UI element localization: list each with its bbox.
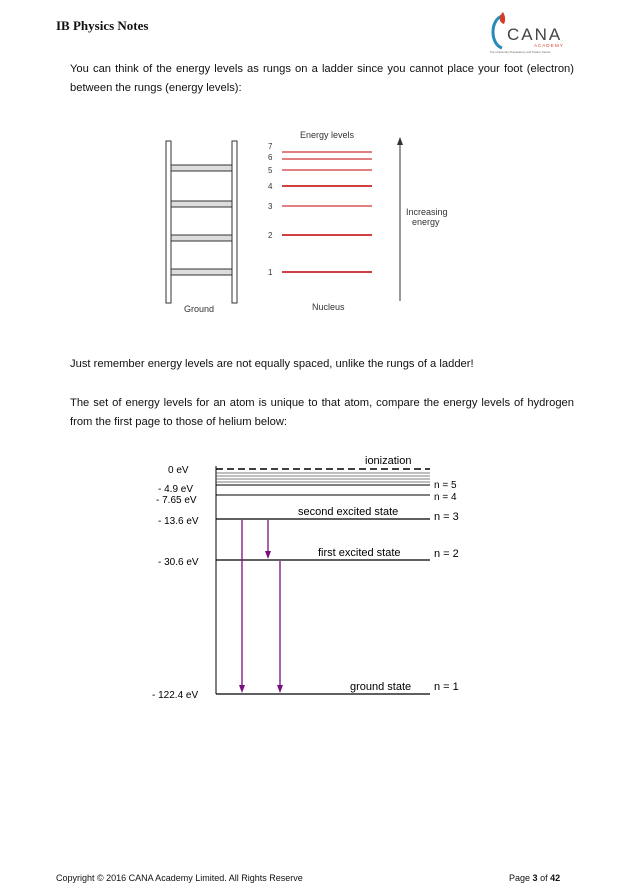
ladder-rung	[171, 269, 232, 275]
n2-label: n = 2	[434, 548, 459, 560]
energy-n5: - 4.9 eV	[158, 484, 194, 495]
arrow-head-icon	[265, 551, 271, 559]
ladder-rung	[171, 165, 232, 171]
logo-sub: A C A D E M Y	[534, 43, 563, 48]
energy-levels-title: Energy levels	[300, 130, 355, 140]
ladder-rung	[171, 201, 232, 207]
arrow-head-icon	[239, 685, 245, 693]
level-4	[268, 182, 372, 191]
first-excited-label: first excited state	[318, 547, 401, 559]
level-number: 6	[268, 153, 273, 162]
n3-label: n = 3	[434, 511, 459, 523]
energy-n3: - 13.6 eV	[158, 516, 199, 527]
intro-paragraph: You can think of the energy levels as rungs on a ladder since you cannot place your foot (electron) between the rungs (energy levels):	[70, 63, 574, 94]
ground-state-label: ground state	[350, 681, 412, 693]
level-number: 3	[268, 202, 273, 211]
ladder-left-rail	[166, 141, 171, 303]
level-number: 4	[268, 182, 273, 191]
level-5	[268, 166, 372, 175]
level-number: 2	[268, 231, 273, 240]
ionization-label: ionization	[365, 455, 412, 467]
ladder-right-rail	[232, 141, 237, 303]
energy-n1: - 122.4 eV	[152, 690, 199, 701]
cana-logo-graphic	[486, 10, 586, 56]
level-6	[268, 153, 372, 162]
increasing-label: Increasing	[406, 207, 448, 217]
total-pages: 42	[550, 873, 561, 883]
energy-0: 0 eV	[168, 465, 189, 476]
remember-paragraph: Just remember energy levels are not equally spaced, unlike the rungs of a ladder!	[70, 358, 474, 370]
cana-logo	[486, 10, 586, 56]
ladder-figure	[150, 125, 470, 325]
n4-label: n = 4	[434, 492, 457, 503]
n5-label: n = 5	[434, 480, 457, 491]
level-7	[268, 142, 372, 152]
level-number: 1	[268, 268, 273, 277]
compare-paragraph: The set of energy levels for an atom is unique to that atom, compare the energy levels of hydrogen from the first page to those of helium below:	[70, 397, 574, 428]
second-excited-label: second excited state	[298, 506, 399, 518]
helium-energy-diagram	[140, 448, 490, 710]
n1-label: n = 1	[434, 681, 459, 693]
arrow-head-icon	[397, 137, 403, 145]
level-3	[268, 202, 372, 211]
arrow-head-icon	[277, 685, 283, 693]
level-2	[268, 231, 372, 240]
energy-n4: - 7.65 eV	[156, 495, 197, 506]
ground-label: Ground	[184, 304, 215, 314]
logo-text: CANA	[507, 25, 563, 44]
energy-label: energy	[412, 217, 440, 227]
footer-page-number	[509, 873, 560, 883]
level-number: 5	[268, 166, 273, 175]
page-word: Page	[509, 873, 531, 883]
nucleus-label: Nucleus	[312, 302, 345, 312]
header-title: IB Physics Notes	[56, 18, 149, 33]
of-word: of	[540, 873, 548, 883]
ladder-rung	[171, 235, 232, 241]
level-1	[268, 268, 372, 277]
energy-n2: - 30.6 eV	[158, 557, 199, 568]
logo-tagline: Pre-University Preparatory and Tuition Centre	[490, 50, 551, 54]
level-number: 7	[268, 142, 273, 151]
page-num: 3	[532, 873, 538, 883]
footer-copyright: Copyright © 2016 CANA Academy Limited. All Rights Reserve	[56, 873, 303, 883]
